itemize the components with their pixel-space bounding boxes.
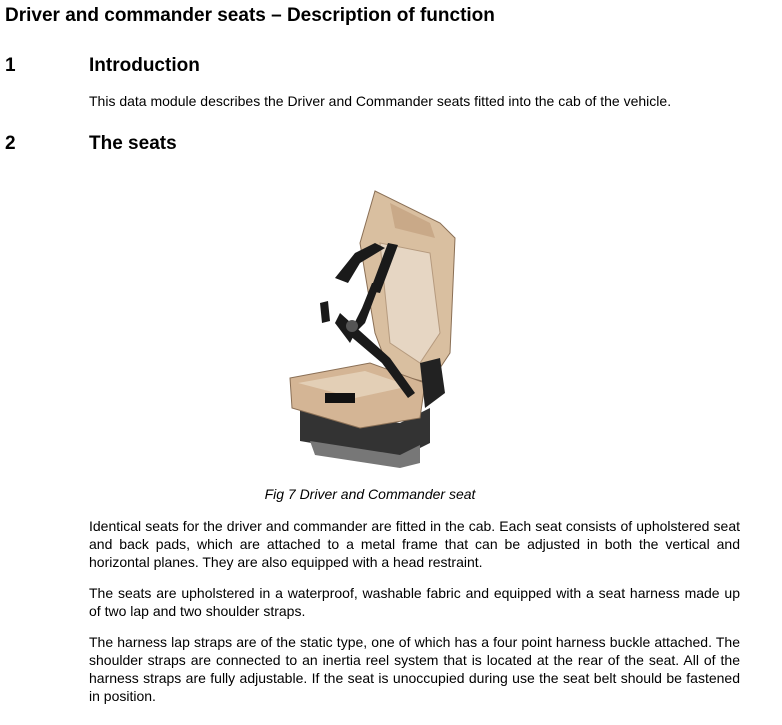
section-heading-seats: The seats xyxy=(89,133,177,154)
figure-caption: Fig 7 Driver and Commander seat xyxy=(264,486,476,502)
seats-paragraph: The harness lap straps are of the static type, one of which has a four point harness buckle attached. The shoulder straps are connected to an inertia reel system that is located at the rear of the seat. All of the harness straps are fully adjustable. If the seat is unoccupied during use the seat belt should be fastened in position. xyxy=(89,634,740,704)
seats-paragraph: The seats are upholstered in a waterproof, washable fabric and equipped with a seat harness made up of two lap and two shoulder straps. xyxy=(89,585,740,619)
seat-figure-image xyxy=(280,183,470,473)
page-title: Driver and commander seats – Description of function xyxy=(5,5,495,26)
section-number: 2 xyxy=(5,133,16,154)
section-number: 1 xyxy=(5,55,16,76)
intro-paragraph: This data module describes the Driver and Commander seats fitted into the cab of the vehicle. xyxy=(89,93,672,109)
seats-paragraph: Identical seats for the driver and commander are fitted in the cab. Each seat consists of upholstered seat and back pads, which are attached to a metal frame that can be adjusted in both the vertical and horizontal planes. They are also equipped with a head restraint. xyxy=(89,518,740,570)
section-heading-introduction: Introduction xyxy=(89,55,200,76)
